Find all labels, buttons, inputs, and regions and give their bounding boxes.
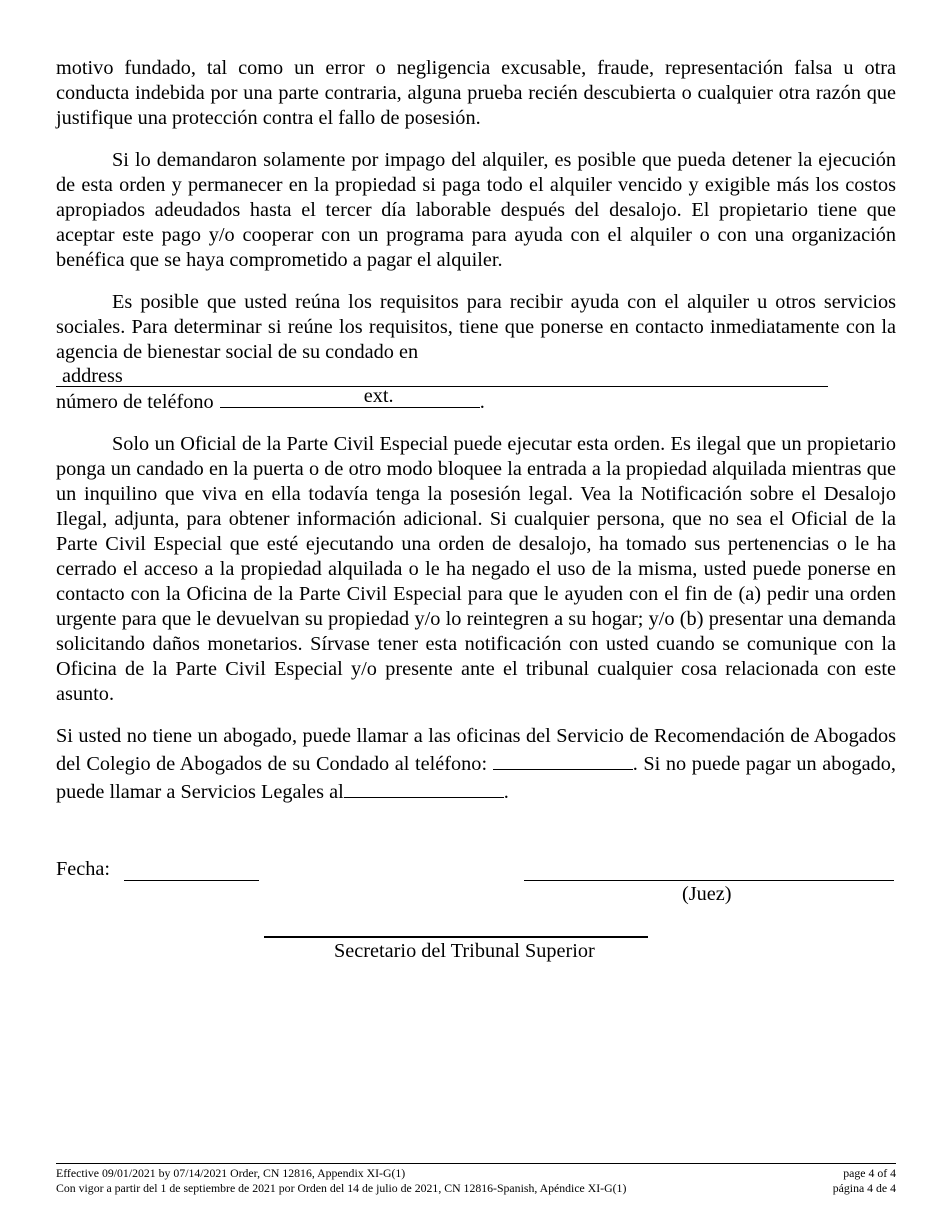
paragraph-impago-alquiler: Si lo demandaron solamente por impago del alquiler, es posible que pueda detener la ejecución de esta orden y permanecer en la propiedad si paga todo el alquiler vencido y exigible más los costos apropiados adeudados hasta el tercer día laborable después del desalojo. El propietario tiene que aceptar este pago y/o cooperar con un programa para ayuda con el alquiler o con una organización benéfica que se haya comprometido a pagar el alquiler. (56, 149, 896, 271)
phone-end: . (479, 391, 485, 413)
footer-row-english (56, 1166, 896, 1181)
abogado-text-c: . (503, 781, 509, 803)
judge-signature-line[interactable] (524, 880, 894, 881)
phone-row (56, 387, 896, 415)
address-field-value: address (62, 365, 123, 387)
paragraph-ayuda-alquiler: Es posible que usted reúna los requisitos para recibir ayuda con el alquiler u otros servicios sociales. Para determinar si reúne los requisitos, tiene que ponerse en contacto inmediatamente con la agencia de bienestar social de su condado en (56, 291, 896, 363)
date-field[interactable] (124, 880, 259, 881)
footer-page-spanish: página 4 de 4 (832, 1181, 896, 1195)
paragraph-motivo-fundado: motivo fundado, tal como un error o negligencia excusable, fraude, representación falsa u otra conducta indebida por una parte contraria, alguna prueba recién descubierta o cualquier otra razón que justifique una protección contra el fallo de posesión. (56, 57, 896, 129)
phone-field[interactable] (220, 387, 480, 408)
footer-row-spanish (56, 1181, 896, 1196)
footer-effective-spanish: Con vigor a partir del 1 de septiembre de 2021 por Orden del 14 de julio de 2021, CN 12816-Spanish, Apéndice XI-G(1) (56, 1181, 627, 1195)
signature-area (56, 858, 896, 968)
lawyer-referral-phone-field[interactable] (493, 749, 633, 770)
legal-services-phone-field[interactable] (344, 777, 504, 798)
footer-effective-english: Effective 09/01/2021 by 07/14/2021 Order, CN 12816, Appendix XI-G(1) (56, 1166, 406, 1180)
document-body (56, 56, 896, 805)
abogado-text-b: . Si no puede pagar un abogado, puede llamar a Servicios Legales al (56, 753, 896, 803)
phone-label: número de teléfono (56, 391, 214, 413)
clerk-label: Secretario del Tribunal Superior (334, 940, 595, 962)
paragraph-oficial-parte-civil: Solo un Oficial de la Parte Civil Especial puede ejecutar esta orden. Es ilegal que un propietario ponga un candado en la puerta o de otro modo bloquee la entrada a la propiedad alquilada mientras que un inquilino que viva en ella todavía tenga la posesión legal. Vea la Notificación sobre el Desalojo Ilegal, adjunta, para obtener información adicional. Si cualquier persona, que no sea el Oficial de la Parte Civil Especial que esté ejecutando una orden de desalojo, ha tomado sus pertenencias o le ha cerrado el acceso a la propiedad alquilada o le ha negado el uso de la misma, usted puede ponerse en contacto con la Oficina de la Parte Civil Especial para que le ayuden con el fin de (a) pedir una orden urgente para que le devuelvan su propiedad y/o lo reintegren a su hogar; y/o (b) presentar una demanda solicitando daños monetarios. Sírvase tener esta notificación con usted cuando se comunique con la Oficina de la Parte Civil Especial y/o presente ante el tribunal cualquier cosa relacionada con este asunto. (56, 433, 896, 705)
paragraph-abogado (56, 724, 896, 805)
page-footer (56, 1163, 896, 1196)
abogado-text-a: Si usted no tiene un abogado, puede llamar a las oficinas del Servicio de Recomendación de Abogados del Colegio de Abogados de su Condado al teléfono: (56, 725, 896, 775)
date-label: Fecha: (56, 858, 111, 880)
clerk-signature-line[interactable] (264, 936, 648, 938)
footer-page-english: page 4 of 4 (843, 1166, 896, 1180)
address-field[interactable] (56, 365, 828, 387)
judge-label: (Juez) (682, 883, 732, 905)
ext-label: ext. (363, 385, 394, 407)
